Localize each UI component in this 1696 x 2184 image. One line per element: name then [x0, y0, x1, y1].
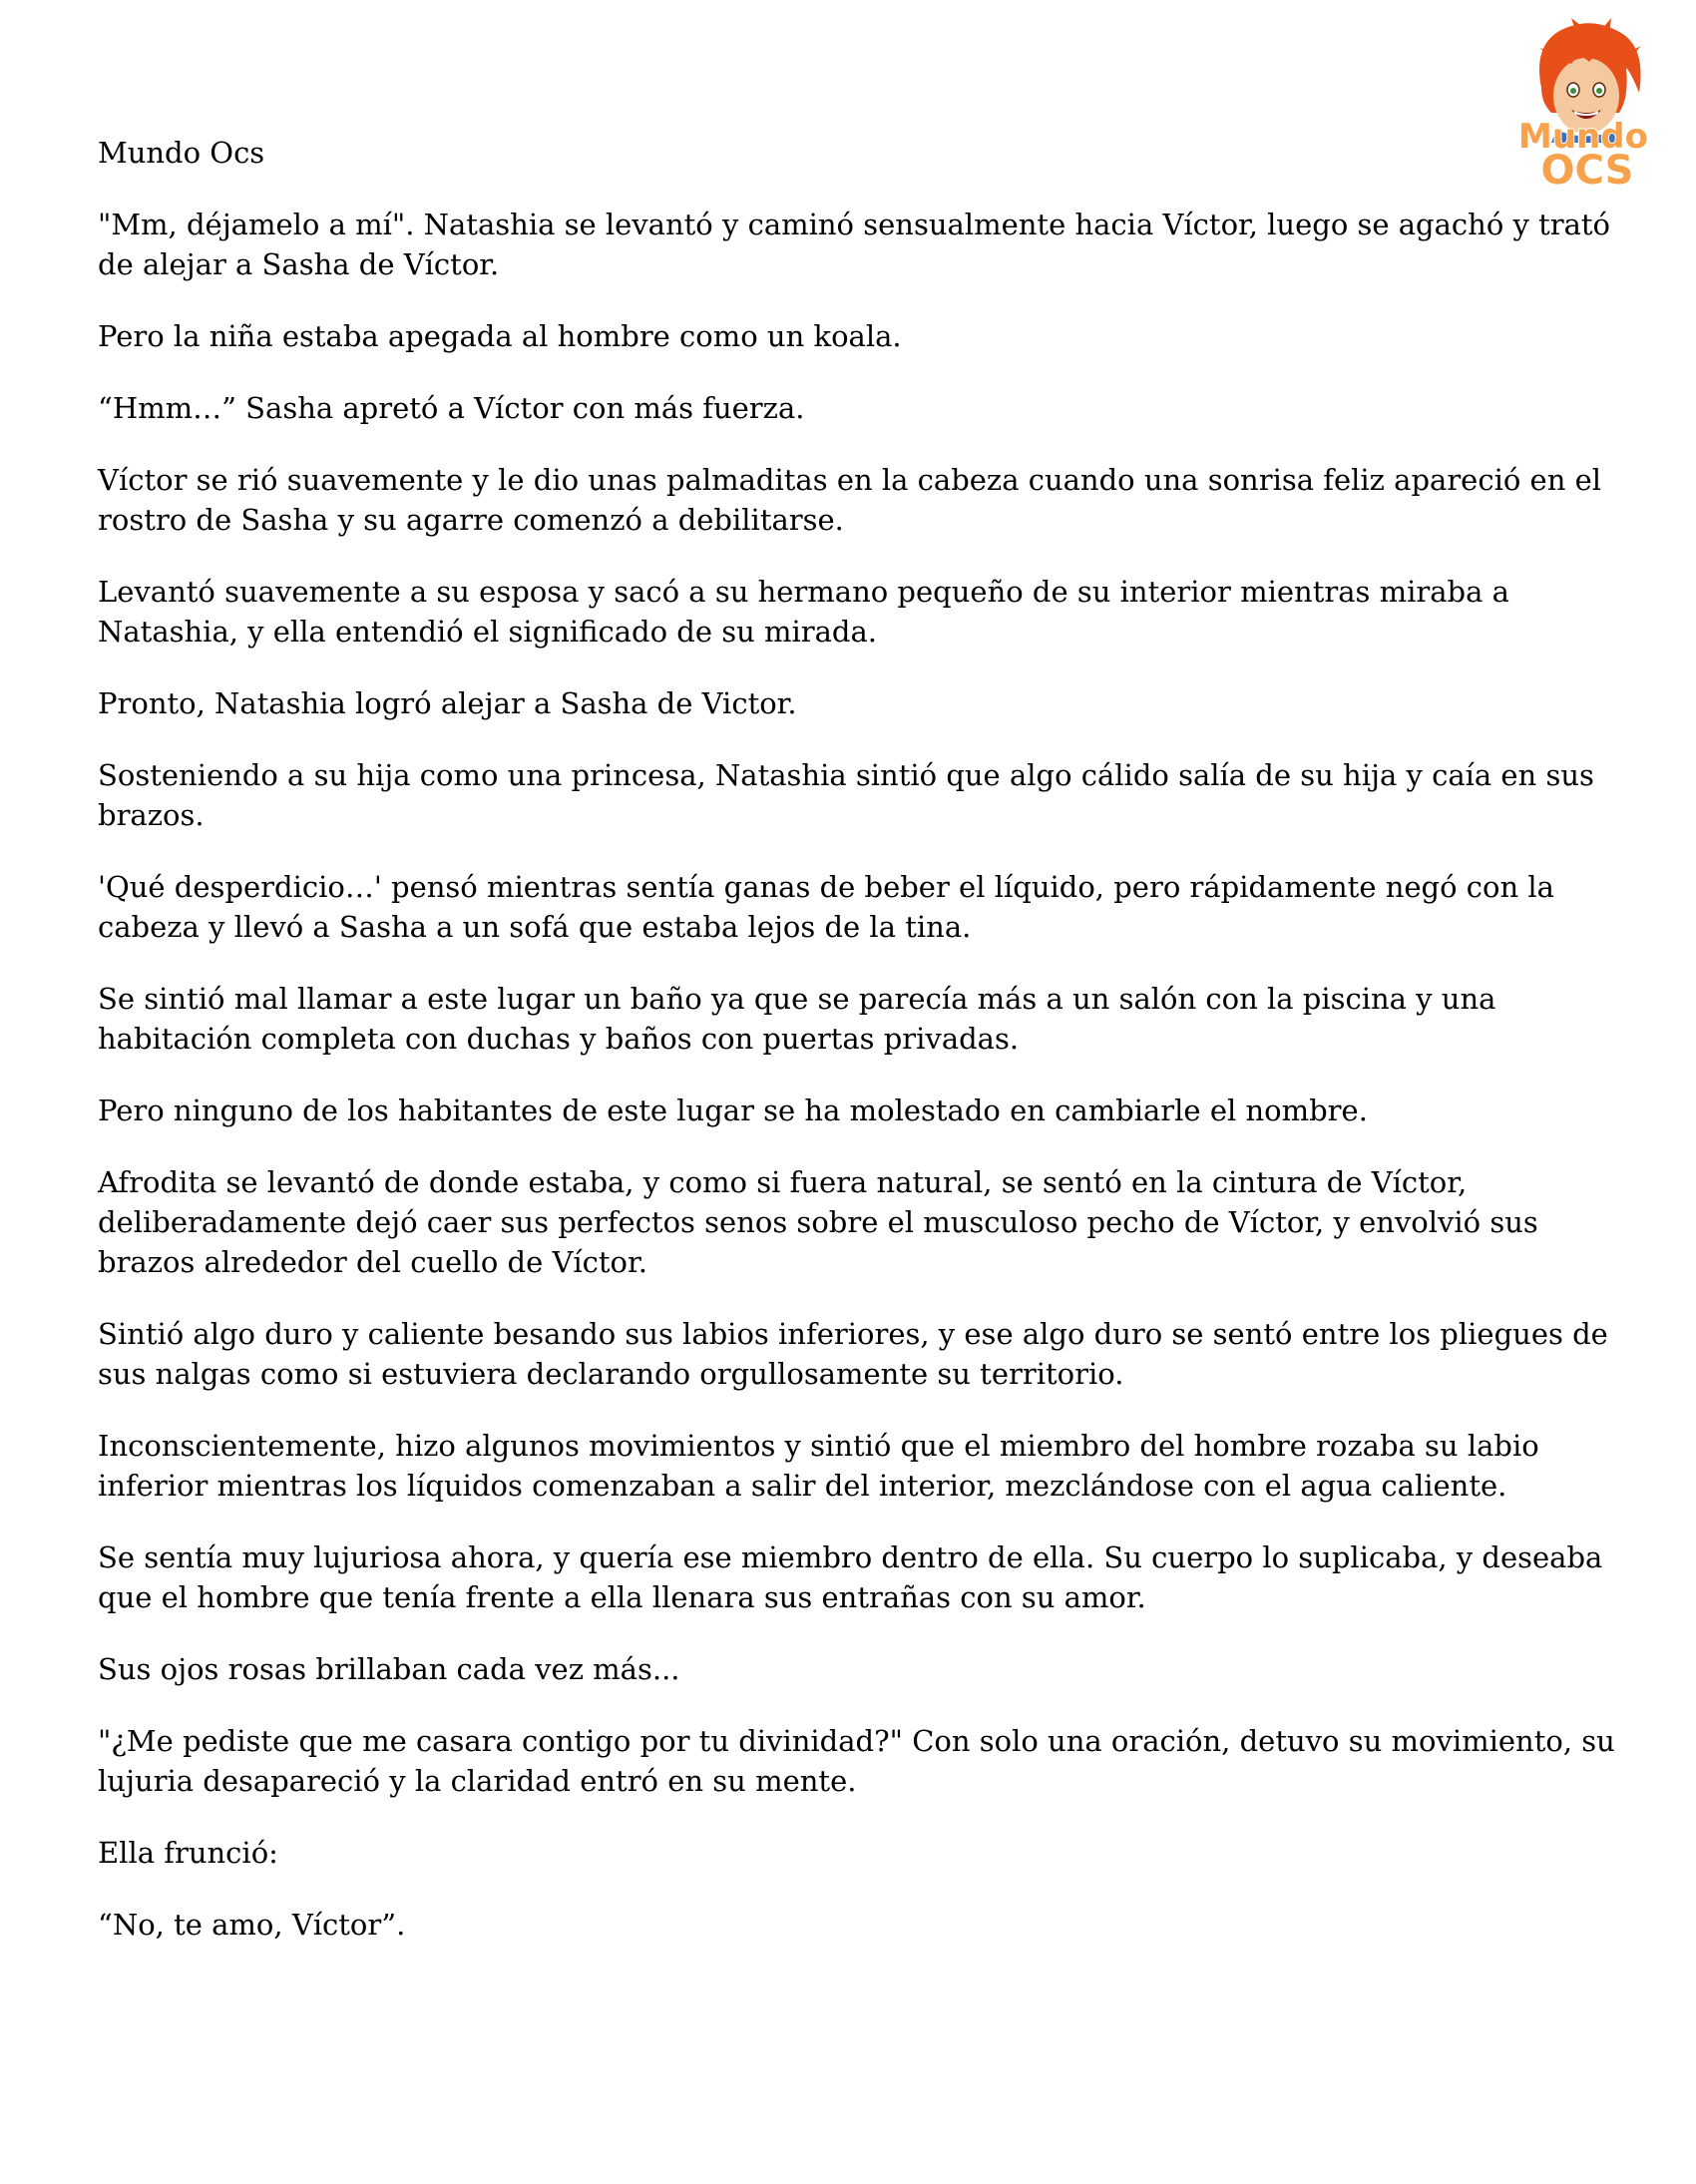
- paragraph: Afrodita se levantó de donde estaba, y como si fuera natural, se sentó en la cintura de Víctor, deliberadamente dejó caer sus perfectos senos sobre el musculoso pecho de Víctor, y envolvió sus brazos alrededor del cuello de Víctor.: [98, 1165, 1538, 1279]
- logo-text-line1: Mundo: [1518, 117, 1648, 157]
- paragraph: "¿Me pediste que me casara contigo por tu divinidad?" Con solo una oración, detuvo su movimiento, su lujuria desapareció y la claridad entró en su mente.: [98, 1724, 1615, 1798]
- paragraph: Se sentía muy lujuriosa ahora, y quería ese miembro dentro de ella. Su cuerpo lo suplicaba, y deseaba que el hombre que tenía frente a ella llenara sus entrañas con su amor.: [98, 1540, 1603, 1614]
- paragraph: Pronto, Natashia logró alejar a Sasha de Victor.: [98, 686, 797, 720]
- logo-text-line2: OCS: [1540, 148, 1634, 193]
- paragraph: Pero la niña estaba apegada al hombre como un koala.: [98, 319, 902, 353]
- document-body: [98, 205, 1639, 1976]
- paragraph: 'Qué desperdicio…' pensó mientras sentía ganas de beber el líquido, pero rápidamente negó con la cabeza y llevó a Sasha a un sofá que estaba lejos de la tina.: [98, 870, 1554, 944]
- paragraph: Pero ninguno de los habitantes de este lugar se ha molestado en cambiarle el nombre.: [98, 1093, 1368, 1127]
- mundo-ocs-logo-icon: [1501, 18, 1666, 193]
- mundo-ocs-logo: [1501, 18, 1666, 193]
- paragraph: "Mm, déjamelo a mí". Natashia se levantó y caminó sensualmente hacia Víctor, luego se agachó y trató de alejar a Sasha de Víctor.: [98, 208, 1611, 281]
- paragraph: Levantó suavemente a su esposa y sacó a su hermano pequeño de su interior mientras miraba a Natashia, y ella entendió el significado de su mirada.: [98, 575, 1509, 649]
- document-header: Mundo Ocs: [98, 136, 265, 170]
- paragraph: Sintió algo duro y caliente besando sus labios inferiores, y ese algo duro se sentó entre los pliegues de sus nalgas como si estuviera declarando orgullosamente su territorio.: [98, 1317, 1608, 1391]
- paragraph: Sosteniendo a su hija como una princesa, Natashia sintió que algo cálido salía de su hija y caía en sus brazos.: [98, 758, 1594, 832]
- paragraph: Inconscientemente, hizo algunos movimientos y sintió que el miembro del hombre rozaba su labio inferior mientras los líquidos comenzaban a salir del interior, mezclándose con el agua caliente.: [98, 1429, 1539, 1503]
- paragraph: “Hmm…” Sasha apretó a Víctor con más fuerza.: [98, 391, 805, 425]
- paragraph: Sus ojos rosas brillaban cada vez más...: [98, 1652, 680, 1686]
- paragraph: Ella frunció:: [98, 1836, 278, 1870]
- paragraph: Víctor se rió suavemente y le dio unas palmaditas en la cabeza cuando una sonrisa feliz apareció en el rostro de Sasha y su agarre comenzó a debilitarse.: [98, 463, 1602, 537]
- paragraph: “No, te amo, Víctor”.: [98, 1908, 406, 1942]
- paragraph: Se sintió mal llamar a este lugar un baño ya que se parecía más a un salón con la piscina y una habitación completa con duchas y baños con puertas privadas.: [98, 982, 1496, 1056]
